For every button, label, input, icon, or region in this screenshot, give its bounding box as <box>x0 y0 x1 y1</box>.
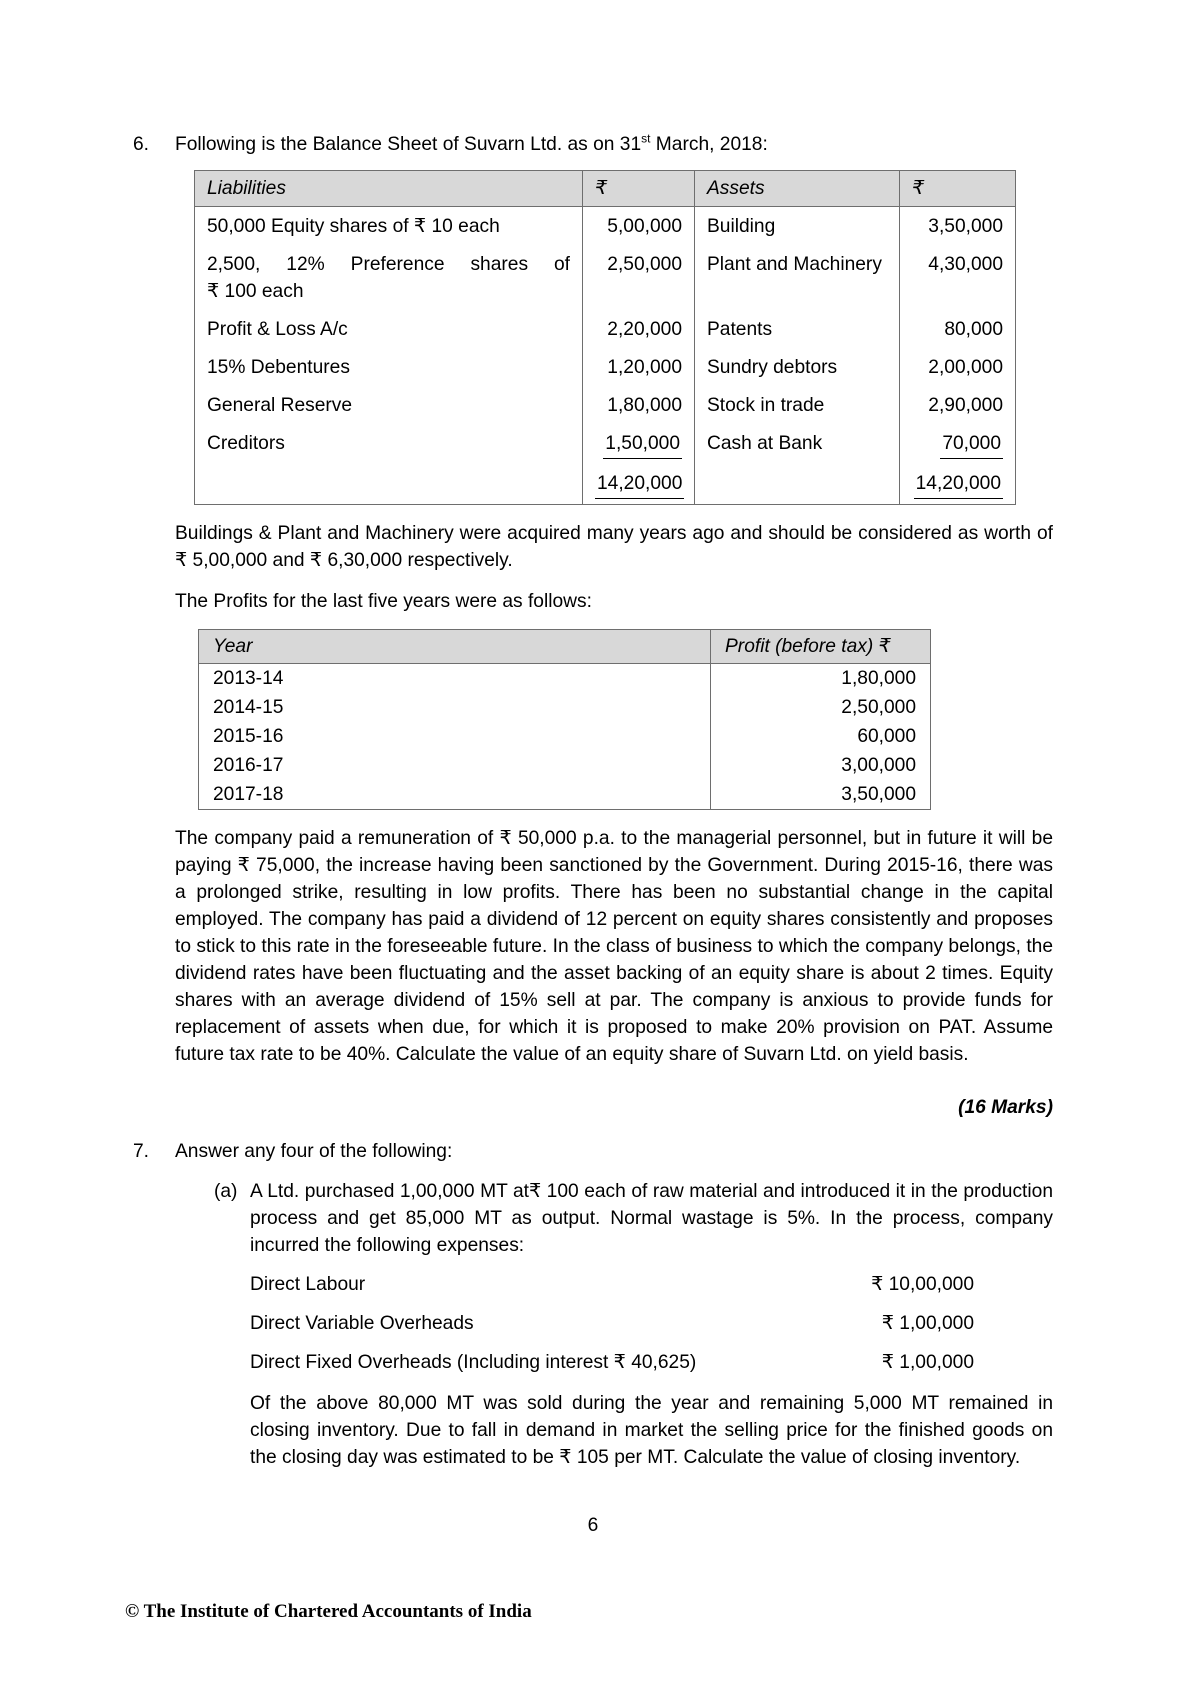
balance-sheet-table <box>194 170 1016 505</box>
bs-cell-asset-amount: 80,000 <box>900 310 1016 348</box>
expense-amount: ₹ 1,00,000 <box>881 1313 974 1334</box>
bs-header-assets: Assets <box>695 171 900 207</box>
profits-header-profit: Profit (before tax) ₹ <box>711 630 931 664</box>
bs-cell-asset: Stock in trade <box>695 386 900 424</box>
bs-row <box>195 424 1016 464</box>
profits-intro: The Profits for the last five years were as follows: <box>175 591 592 612</box>
bs-cell-asset-amount: 3,50,000 <box>900 207 1016 246</box>
bs-total-liabilities <box>583 464 695 505</box>
bs-row <box>195 348 1016 386</box>
q6-narrative: The company paid a remuneration of ₹ 50,000 p.a. to the managerial personnel, but in future it will be paying ₹ 75,000, the increase having been sanctioned by the Government. During 2015-16, there was a prolonged strike, resulting in low profits. There has been no substantial change in the capital employed. The company has paid a dividend of 12 percent on equity shares consistently and proposes to stick to this rate in the foreseeable future. In the class of business to which the company belongs, the dividend rates have been fluctuating and the asset backing of an equity share is about 2 times. Equity shares with an average dividend of 15% sell at par. The company is anxious to provide funds for replacement of assets when due, for which it is proposed to make 20% provision on PAT. Assume future tax rate to be 40%. Calculate the value of an equity share of Suvarn Ltd. on yield basis. <box>175 828 1053 1065</box>
bs-cell-asset-amount: 2,00,000 <box>900 348 1016 386</box>
q7-part-a <box>214 1178 1053 1259</box>
profits-header-row <box>199 630 931 664</box>
expense-label: Direct Labour <box>250 1274 366 1295</box>
bs-cell-liability-amount <box>583 424 695 464</box>
bs-cell-liability-amount: 5,00,000 <box>583 207 695 246</box>
profits-row <box>199 664 931 694</box>
expense-amount: ₹ 1,00,000 <box>881 1352 974 1373</box>
profit-year-cell: 2015-16 <box>213 726 284 747</box>
bs-header-rupee-right: ₹ <box>900 171 1016 207</box>
bs-cell-asset-amount <box>900 424 1016 464</box>
bs-cell-asset: Plant and Machinery <box>695 245 900 310</box>
q7-number: 7. <box>133 1141 150 1162</box>
profits-row <box>199 780 931 810</box>
bs-cell-asset: Building <box>695 207 900 246</box>
copyright-footer: © The Institute of Chartered Accountants of India <box>125 1601 532 1622</box>
bs-cell-liability-amount: 1,80,000 <box>583 386 695 424</box>
underlined-amount: 1,50,000 <box>603 430 682 459</box>
profit-amount-cell: 60,000 <box>711 722 931 751</box>
q6-intro-suffix: March, 2018: <box>650 134 768 155</box>
underlined-amount: 70,000 <box>940 430 1003 459</box>
profit-year-cell: 2017-18 <box>213 784 284 805</box>
bs-cell-liability-amount: 2,20,000 <box>583 310 695 348</box>
profit-year-cell: 2016-17 <box>213 755 284 776</box>
bs-cell-asset: Sundry debtors <box>695 348 900 386</box>
profits-row <box>199 751 931 780</box>
profit-amount-cell: 3,50,000 <box>711 780 931 810</box>
profit-amount-cell: 1,80,000 <box>711 664 931 694</box>
expense-label: Direct Variable Overheads <box>250 1313 474 1334</box>
page-number: 6 <box>587 1515 599 1536</box>
bs-cell-liability: 15% Debentures <box>207 357 350 378</box>
bs-cell-liability-amount: 2,50,000 <box>583 245 695 310</box>
bs-cell-liability: 50,000 Equity shares of ₹ 10 each <box>207 216 500 237</box>
q6-number: 6. <box>133 134 150 155</box>
bs-cell-asset-amount: 2,90,000 <box>900 386 1016 424</box>
bs-cell-liability: Creditors <box>207 433 285 454</box>
profits-header-year: Year <box>199 630 711 664</box>
bs-header-rupee-left: ₹ <box>583 171 695 207</box>
profits-row <box>199 693 931 722</box>
revaluation-note: Buildings & Plant and Machinery were acquired many years ago and should be considered as worth of ₹ 5,00,000 and ₹ 6,30,000 respectively. <box>175 523 1053 571</box>
q7-intro: Answer any four of the following: <box>175 1141 453 1162</box>
bs-row <box>195 245 1016 310</box>
question-6-heading <box>133 131 1053 158</box>
bs-cell-liability: Profit & Loss A/c <box>207 319 348 340</box>
bs-preference-line1: 2,500, 12% Preference shares of <box>207 254 570 275</box>
q7a-closing: Of the above 80,000 MT was sold during the year and remaining 5,000 MT remained in closing inventory. Due to fall in demand in market the selling price for the finished goods on the closing day was estimated to be ₹ 105 per MT. Calculate the value of closing inventory. <box>250 1393 1053 1468</box>
profit-amount-cell: 3,00,000 <box>711 751 931 780</box>
profits-row <box>199 722 931 751</box>
profit-year-cell: 2013-14 <box>213 668 284 689</box>
q7a-label: (a) <box>214 1181 238 1202</box>
bs-total-row <box>195 464 1016 505</box>
q6-intro-ordinal: st <box>641 131 651 146</box>
expense-row <box>250 1271 974 1298</box>
profit-amount-cell: 2,50,000 <box>711 693 931 722</box>
expense-row <box>250 1349 974 1376</box>
q6-intro-prefix: Following is the Balance Sheet of Suvarn Ltd. as on 31 <box>175 134 642 155</box>
bs-row <box>195 386 1016 424</box>
q6-intro <box>175 131 768 158</box>
bs-cell-asset: Patents <box>695 310 900 348</box>
bs-cell-liability <box>195 245 583 310</box>
bs-cell-liability-amount: 1,20,000 <box>583 348 695 386</box>
bs-cell-liability: General Reserve <box>207 395 353 416</box>
bs-cell-liability-empty <box>195 464 583 505</box>
underlined-total: 14,20,000 <box>595 470 684 499</box>
bs-cell-asset-amount: 4,30,000 <box>900 245 1016 310</box>
question-7-heading <box>133 1138 1053 1165</box>
bs-header-row <box>195 171 1016 207</box>
underlined-total: 14,20,000 <box>914 470 1003 499</box>
bs-cell-asset: Cash at Bank <box>695 424 900 464</box>
bs-header-liabilities: Liabilities <box>195 171 583 207</box>
expense-amount: ₹ 10,00,000 <box>871 1274 974 1295</box>
bs-preference-line2: ₹ 100 each <box>207 281 304 302</box>
q7a-text: A Ltd. purchased 1,00,000 MT at₹ 100 each of raw material and introduced it in the production process and get 85,000 MT as output. Normal wastage is 5%. In the process, company incurred the following expenses: <box>250 1181 1053 1256</box>
bs-row <box>195 207 1016 246</box>
bs-row <box>195 310 1016 348</box>
page-content <box>133 131 1053 1471</box>
bs-total-assets <box>900 464 1016 505</box>
expense-row <box>250 1310 974 1337</box>
bs-cell-asset-empty <box>695 464 900 505</box>
expense-label: Direct Fixed Overheads (Including interest ₹ 40,625) <box>250 1352 697 1373</box>
profits-table <box>198 629 931 810</box>
profit-year-cell: 2014-15 <box>213 697 284 718</box>
q6-marks: (16 Marks) <box>958 1097 1053 1118</box>
